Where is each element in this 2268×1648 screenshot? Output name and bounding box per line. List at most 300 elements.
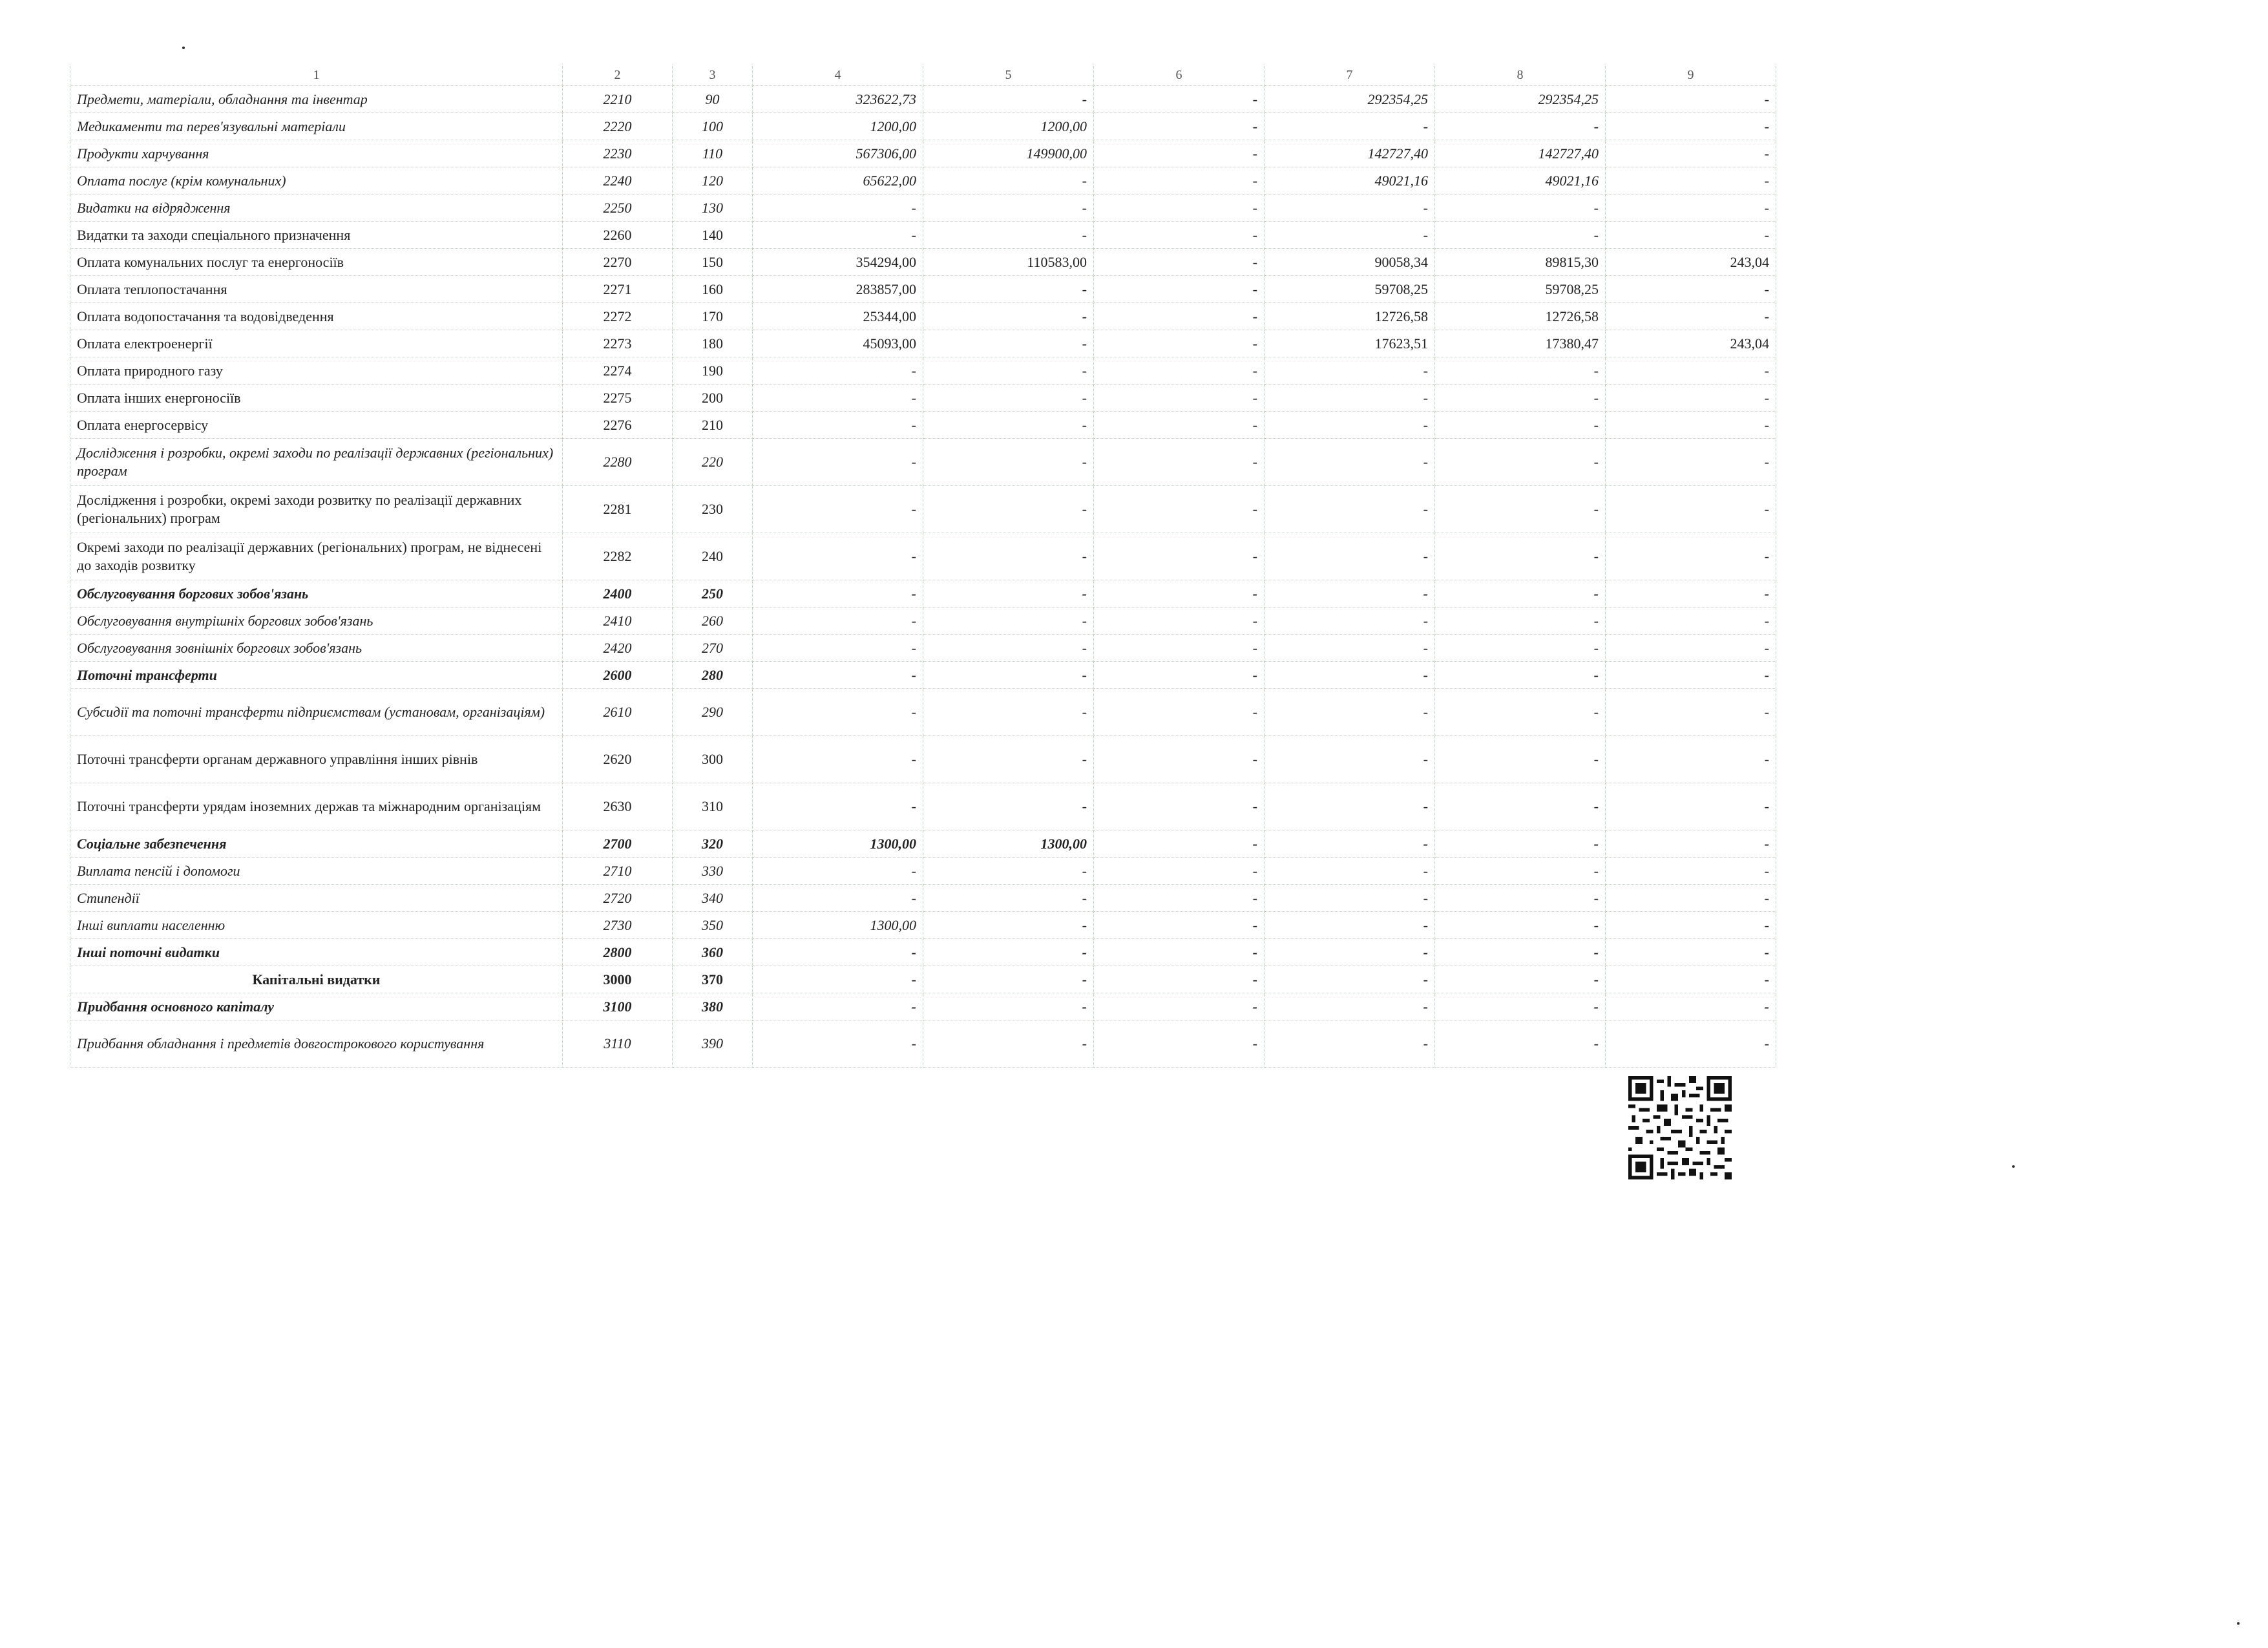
line-code: 200 <box>673 385 753 412</box>
table-row <box>70 113 1776 140</box>
amount-col-5: - <box>923 635 1094 662</box>
line-item-name: Видатки та заходи спеціального призначення <box>70 222 563 249</box>
line-code: 110 <box>673 140 753 167</box>
amount-col-6: - <box>1094 412 1265 439</box>
amount-col-5: - <box>923 993 1094 1020</box>
amount-col-8: - <box>1435 412 1606 439</box>
amount-col-6: - <box>1094 303 1265 330</box>
amount-col-9: - <box>1606 607 1776 635</box>
amount-col-6: - <box>1094 689 1265 736</box>
line-code: 220 <box>673 439 753 486</box>
amount-col-9: - <box>1606 486 1776 533</box>
line-item-name: Оплата комунальних послуг та енергоносіїв <box>70 249 563 276</box>
amount-col-8: - <box>1435 607 1606 635</box>
line-item-name: Оплата послуг (крім комунальних) <box>70 167 563 195</box>
line-item-name: Виплата пенсій і допомоги <box>70 858 563 885</box>
amount-col-6: - <box>1094 912 1265 939</box>
amount-col-7: 49021,16 <box>1265 167 1435 195</box>
amount-col-5: - <box>923 533 1094 580</box>
amount-col-5: - <box>923 885 1094 912</box>
amount-col-8: - <box>1435 113 1606 140</box>
line-item-name: Продукти харчування <box>70 140 563 167</box>
amount-col-7: - <box>1265 412 1435 439</box>
amount-col-4: 283857,00 <box>753 276 923 303</box>
amount-col-8: - <box>1435 736 1606 783</box>
line-item-name: Капітальні видатки <box>70 966 563 993</box>
amount-col-8: - <box>1435 966 1606 993</box>
line-item-name: Медикаменти та перев'язувальні матеріали <box>70 113 563 140</box>
economic-code: 3110 <box>563 1020 673 1068</box>
amount-col-4: - <box>753 736 923 783</box>
amount-col-5: - <box>923 330 1094 357</box>
line-code: 280 <box>673 662 753 689</box>
table-row <box>70 533 1776 580</box>
table-row <box>70 276 1776 303</box>
table-row <box>70 330 1776 357</box>
economic-code: 2800 <box>563 939 673 966</box>
amount-col-6: - <box>1094 486 1265 533</box>
economic-code: 2210 <box>563 86 673 113</box>
line-item-name: Поточні трансферти <box>70 662 563 689</box>
economic-code: 2274 <box>563 357 673 385</box>
amount-col-4: - <box>753 993 923 1020</box>
economic-code: 2630 <box>563 783 673 830</box>
amount-col-5: - <box>923 167 1094 195</box>
amount-col-5: 149900,00 <box>923 140 1094 167</box>
amount-col-9: - <box>1606 113 1776 140</box>
line-code: 240 <box>673 533 753 580</box>
amount-col-4: - <box>753 357 923 385</box>
amount-col-6: - <box>1094 635 1265 662</box>
amount-col-4: - <box>753 885 923 912</box>
amount-col-6: - <box>1094 993 1265 1020</box>
amount-col-8: 12726,58 <box>1435 303 1606 330</box>
line-code: 300 <box>673 736 753 783</box>
amount-col-9: - <box>1606 167 1776 195</box>
line-item-name: Оплата інших енергоносіїв <box>70 385 563 412</box>
amount-col-6: - <box>1094 276 1265 303</box>
amount-col-7: 90058,34 <box>1265 249 1435 276</box>
amount-col-9: - <box>1606 966 1776 993</box>
amount-col-6: - <box>1094 222 1265 249</box>
amount-col-9: - <box>1606 140 1776 167</box>
amount-col-8: - <box>1435 689 1606 736</box>
amount-col-9: - <box>1606 86 1776 113</box>
amount-col-9: - <box>1606 993 1776 1020</box>
amount-col-4: - <box>753 939 923 966</box>
economic-code: 2410 <box>563 607 673 635</box>
amount-col-6: - <box>1094 858 1265 885</box>
economic-code: 2271 <box>563 276 673 303</box>
amount-col-7: - <box>1265 635 1435 662</box>
amount-col-5: - <box>923 736 1094 783</box>
amount-col-5: - <box>923 580 1094 607</box>
amount-col-5: - <box>923 783 1094 830</box>
amount-col-4: 1300,00 <box>753 830 923 858</box>
economic-code: 2270 <box>563 249 673 276</box>
amount-col-9: - <box>1606 222 1776 249</box>
amount-col-4: - <box>753 439 923 486</box>
table-row <box>70 993 1776 1020</box>
amount-col-5: - <box>923 939 1094 966</box>
table-row <box>70 222 1776 249</box>
line-item-name: Інші поточні видатки <box>70 939 563 966</box>
amount-col-5: - <box>923 966 1094 993</box>
amount-col-9: - <box>1606 858 1776 885</box>
amount-col-6: - <box>1094 783 1265 830</box>
line-code: 150 <box>673 249 753 276</box>
amount-col-8: 89815,30 <box>1435 249 1606 276</box>
line-item-name: Обслуговування боргових зобов'язань <box>70 580 563 607</box>
table-row <box>70 249 1776 276</box>
amount-col-5: - <box>923 439 1094 486</box>
amount-col-9: 243,04 <box>1606 249 1776 276</box>
table-row <box>70 385 1776 412</box>
amount-col-8: - <box>1435 993 1606 1020</box>
amount-col-6: - <box>1094 330 1265 357</box>
amount-col-7: 12726,58 <box>1265 303 1435 330</box>
amount-col-8: - <box>1435 885 1606 912</box>
table-row <box>70 689 1776 736</box>
economic-code: 2620 <box>563 736 673 783</box>
amount-col-8: 142727,40 <box>1435 140 1606 167</box>
amount-col-9: - <box>1606 1020 1776 1068</box>
table-row <box>70 86 1776 113</box>
economic-code: 2250 <box>563 195 673 222</box>
amount-col-4: - <box>753 533 923 580</box>
amount-col-7: - <box>1265 966 1435 993</box>
amount-col-8: 59708,25 <box>1435 276 1606 303</box>
amount-col-6: - <box>1094 966 1265 993</box>
line-code: 100 <box>673 113 753 140</box>
amount-col-7: - <box>1265 222 1435 249</box>
line-code: 340 <box>673 885 753 912</box>
line-code: 360 <box>673 939 753 966</box>
line-code: 190 <box>673 357 753 385</box>
amount-col-7: - <box>1265 939 1435 966</box>
economic-code: 2275 <box>563 385 673 412</box>
line-code: 320 <box>673 830 753 858</box>
amount-col-4: - <box>753 858 923 885</box>
line-item-name: Оплата енергосервісу <box>70 412 563 439</box>
line-code: 210 <box>673 412 753 439</box>
line-code: 130 <box>673 195 753 222</box>
amount-col-8: - <box>1435 662 1606 689</box>
table-row <box>70 966 1776 993</box>
column-number: 5 <box>923 65 1094 86</box>
amount-col-9: - <box>1606 357 1776 385</box>
amount-col-8: - <box>1435 222 1606 249</box>
economic-code: 2600 <box>563 662 673 689</box>
line-code: 250 <box>673 580 753 607</box>
amount-col-7: 142727,40 <box>1265 140 1435 167</box>
amount-col-7: 59708,25 <box>1265 276 1435 303</box>
amount-col-7: - <box>1265 662 1435 689</box>
amount-col-6: - <box>1094 86 1265 113</box>
column-number-row <box>70 65 1776 86</box>
amount-col-5: 1200,00 <box>923 113 1094 140</box>
amount-col-7: - <box>1265 385 1435 412</box>
table-row <box>70 412 1776 439</box>
amount-col-8: - <box>1435 195 1606 222</box>
amount-col-5: 1300,00 <box>923 830 1094 858</box>
amount-col-8: - <box>1435 830 1606 858</box>
line-code: 230 <box>673 486 753 533</box>
amount-col-4: - <box>753 783 923 830</box>
economic-code: 2700 <box>563 830 673 858</box>
economic-code: 2420 <box>563 635 673 662</box>
amount-col-7: - <box>1265 195 1435 222</box>
amount-col-5: - <box>923 858 1094 885</box>
column-number: 6 <box>1094 65 1265 86</box>
amount-col-6: - <box>1094 140 1265 167</box>
amount-col-8: - <box>1435 385 1606 412</box>
amount-col-4: - <box>753 689 923 736</box>
line-item-name: Субсидії та поточні трансферти підприємствам (установам, організаціям) <box>70 689 563 736</box>
economic-code: 2230 <box>563 140 673 167</box>
amount-col-9: - <box>1606 830 1776 858</box>
expenditure-table <box>70 65 1776 1068</box>
economic-code: 2260 <box>563 222 673 249</box>
amount-col-8: - <box>1435 357 1606 385</box>
table-row <box>70 662 1776 689</box>
line-code: 170 <box>673 303 753 330</box>
table-row <box>70 439 1776 486</box>
column-number: 9 <box>1606 65 1776 86</box>
amount-col-9: - <box>1606 580 1776 607</box>
column-number: 1 <box>70 65 563 86</box>
amount-col-8: - <box>1435 580 1606 607</box>
line-item-name: Стипендії <box>70 885 563 912</box>
table-row <box>70 195 1776 222</box>
table-row <box>70 607 1776 635</box>
line-code: 290 <box>673 689 753 736</box>
line-item-name: Оплата електроенергії <box>70 330 563 357</box>
economic-code: 2610 <box>563 689 673 736</box>
economic-code: 2280 <box>563 439 673 486</box>
qr-code <box>1628 1076 1732 1179</box>
economic-code: 2276 <box>563 412 673 439</box>
amount-col-5: - <box>923 486 1094 533</box>
amount-col-8: - <box>1435 858 1606 885</box>
scan-speck <box>182 47 185 49</box>
amount-col-9: - <box>1606 689 1776 736</box>
table-row <box>70 830 1776 858</box>
amount-col-7: - <box>1265 439 1435 486</box>
amount-col-7: - <box>1265 858 1435 885</box>
line-code: 330 <box>673 858 753 885</box>
line-item-name: Дослідження і розробки, окремі заходи по реалізації державних (регіональних) програм <box>70 439 563 486</box>
line-item-name: Придбання основного капіталу <box>70 993 563 1020</box>
amount-col-4: 1200,00 <box>753 113 923 140</box>
amount-col-7: - <box>1265 113 1435 140</box>
amount-col-6: - <box>1094 580 1265 607</box>
table-row <box>70 1020 1776 1068</box>
amount-col-5: - <box>923 303 1094 330</box>
economic-code: 2273 <box>563 330 673 357</box>
amount-col-8: - <box>1435 783 1606 830</box>
amount-col-8: - <box>1435 439 1606 486</box>
amount-col-8: - <box>1435 533 1606 580</box>
economic-code: 2720 <box>563 885 673 912</box>
column-number: 2 <box>563 65 673 86</box>
report-sheet <box>70 65 1776 1068</box>
table-row <box>70 736 1776 783</box>
line-code: 180 <box>673 330 753 357</box>
table-row <box>70 303 1776 330</box>
amount-col-6: - <box>1094 939 1265 966</box>
amount-col-6: - <box>1094 885 1265 912</box>
amount-col-6: - <box>1094 357 1265 385</box>
amount-col-6: - <box>1094 167 1265 195</box>
table-row <box>70 783 1776 830</box>
amount-col-9: - <box>1606 195 1776 222</box>
amount-col-7: - <box>1265 993 1435 1020</box>
line-item-name: Поточні трансферти урядам іноземних держав та міжнародним організаціям <box>70 783 563 830</box>
amount-col-7: 292354,25 <box>1265 86 1435 113</box>
amount-col-9: - <box>1606 303 1776 330</box>
amount-col-5: - <box>923 222 1094 249</box>
amount-col-4: 65622,00 <box>753 167 923 195</box>
amount-col-4: 323622,73 <box>753 86 923 113</box>
amount-col-9: - <box>1606 662 1776 689</box>
line-item-name: Видатки на відрядження <box>70 195 563 222</box>
amount-col-5: - <box>923 276 1094 303</box>
amount-col-7: - <box>1265 830 1435 858</box>
amount-col-7: - <box>1265 1020 1435 1068</box>
column-number: 8 <box>1435 65 1606 86</box>
amount-col-9: - <box>1606 533 1776 580</box>
amount-col-4: 25344,00 <box>753 303 923 330</box>
amount-col-4: - <box>753 486 923 533</box>
amount-col-4: - <box>753 412 923 439</box>
amount-col-5: - <box>923 689 1094 736</box>
line-item-name: Обслуговування внутрішніх боргових зобов'язань <box>70 607 563 635</box>
amount-col-6: - <box>1094 607 1265 635</box>
line-item-name: Інші виплати населенню <box>70 912 563 939</box>
economic-code: 2710 <box>563 858 673 885</box>
line-code: 160 <box>673 276 753 303</box>
amount-col-6: - <box>1094 1020 1265 1068</box>
line-item-name: Придбання обладнання і предметів довгострокового користування <box>70 1020 563 1068</box>
amount-col-8: 49021,16 <box>1435 167 1606 195</box>
table-row <box>70 580 1776 607</box>
amount-col-4: 567306,00 <box>753 140 923 167</box>
amount-col-6: - <box>1094 662 1265 689</box>
column-number: 3 <box>673 65 753 86</box>
line-code: 140 <box>673 222 753 249</box>
amount-col-9: - <box>1606 939 1776 966</box>
amount-col-7: - <box>1265 912 1435 939</box>
table-row <box>70 167 1776 195</box>
table-row <box>70 912 1776 939</box>
amount-col-9: - <box>1606 276 1776 303</box>
line-code: 270 <box>673 635 753 662</box>
line-code: 90 <box>673 86 753 113</box>
economic-code: 2220 <box>563 113 673 140</box>
amount-col-4: - <box>753 966 923 993</box>
line-code: 390 <box>673 1020 753 1068</box>
amount-col-6: - <box>1094 195 1265 222</box>
amount-col-8: - <box>1435 1020 1606 1068</box>
table-row <box>70 858 1776 885</box>
amount-col-7: - <box>1265 885 1435 912</box>
amount-col-4: 45093,00 <box>753 330 923 357</box>
amount-col-8: - <box>1435 635 1606 662</box>
amount-col-4: - <box>753 385 923 412</box>
amount-col-9: - <box>1606 912 1776 939</box>
line-item-name: Обслуговування зовнішніх боргових зобов'язань <box>70 635 563 662</box>
amount-col-7: - <box>1265 607 1435 635</box>
amount-col-4: - <box>753 580 923 607</box>
amount-col-6: - <box>1094 113 1265 140</box>
amount-col-7: 17623,51 <box>1265 330 1435 357</box>
amount-col-8: - <box>1435 912 1606 939</box>
economic-code: 2400 <box>563 580 673 607</box>
amount-col-5: - <box>923 1020 1094 1068</box>
table-row <box>70 635 1776 662</box>
economic-code: 2240 <box>563 167 673 195</box>
column-number: 4 <box>753 65 923 86</box>
column-number: 7 <box>1265 65 1435 86</box>
amount-col-7: - <box>1265 736 1435 783</box>
amount-col-8: 292354,25 <box>1435 86 1606 113</box>
amount-col-9: - <box>1606 439 1776 486</box>
amount-col-6: - <box>1094 249 1265 276</box>
table-row <box>70 486 1776 533</box>
line-item-name: Соціальне забезпечення <box>70 830 563 858</box>
amount-col-4: - <box>753 195 923 222</box>
line-code: 310 <box>673 783 753 830</box>
economic-code: 3000 <box>563 966 673 993</box>
economic-code: 3100 <box>563 993 673 1020</box>
amount-col-7: - <box>1265 689 1435 736</box>
amount-col-5: - <box>923 385 1094 412</box>
amount-col-9: 243,04 <box>1606 330 1776 357</box>
line-code: 260 <box>673 607 753 635</box>
amount-col-8: 17380,47 <box>1435 330 1606 357</box>
amount-col-6: - <box>1094 830 1265 858</box>
line-item-name: Предмети, матеріали, обладнання та інвентар <box>70 86 563 113</box>
line-item-name: Дослідження і розробки, окремі заходи розвитку по реалізації державних (регіональних) програм <box>70 486 563 533</box>
amount-col-7: - <box>1265 486 1435 533</box>
amount-col-5: - <box>923 357 1094 385</box>
scan-speck <box>2012 1165 2015 1168</box>
amount-col-5: - <box>923 86 1094 113</box>
amount-col-9: - <box>1606 885 1776 912</box>
amount-col-8: - <box>1435 486 1606 533</box>
economic-code: 2730 <box>563 912 673 939</box>
amount-col-6: - <box>1094 385 1265 412</box>
table-row <box>70 939 1776 966</box>
amount-col-5: 110583,00 <box>923 249 1094 276</box>
amount-col-5: - <box>923 662 1094 689</box>
amount-col-5: - <box>923 607 1094 635</box>
amount-col-7: - <box>1265 357 1435 385</box>
amount-col-4: - <box>753 222 923 249</box>
amount-col-6: - <box>1094 736 1265 783</box>
amount-col-5: - <box>923 912 1094 939</box>
amount-col-7: - <box>1265 783 1435 830</box>
line-item-name: Оплата водопостачання та водовідведення <box>70 303 563 330</box>
amount-col-6: - <box>1094 533 1265 580</box>
amount-col-6: - <box>1094 439 1265 486</box>
amount-col-4: - <box>753 662 923 689</box>
amount-col-8: - <box>1435 939 1606 966</box>
amount-col-4: - <box>753 607 923 635</box>
line-code: 120 <box>673 167 753 195</box>
table-row <box>70 885 1776 912</box>
